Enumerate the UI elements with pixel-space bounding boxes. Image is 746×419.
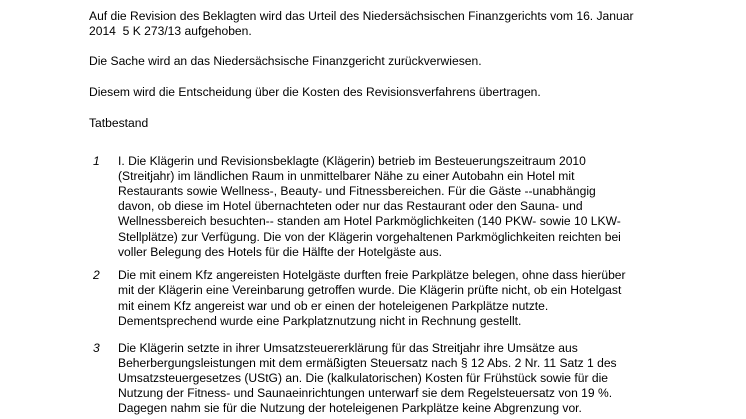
paragraph-line: Die Klägerin setzte in ihrer Umsatzsteuererklärung für das Streitjahr ihre Umsätze aus bbox=[118, 341, 578, 355]
paragraph-line: Nutzung der Fitness- und Saunaeinrichtungen unterwarf sie dem Regelsteuersatz von 19 %. bbox=[118, 386, 613, 400]
section-heading: Tatbestand bbox=[89, 116, 149, 130]
paragraph-line: Restaurants sowie Wellness-, Beauty- und Fitnessbereichen. Für die Gäste --unabhängig bbox=[118, 184, 596, 198]
paragraph-line: (Streitjahr) im ländlichen Raum in unmittelbarer Nähe zu einer Autobahn ein Hotel mit bbox=[118, 169, 575, 183]
paragraph-line: mit einem Kfz angereist war und ob er einen der hoteleigenen Parkplätze nutzte. bbox=[118, 299, 549, 313]
paragraph-number: 2 bbox=[93, 268, 100, 282]
paragraph-line: Wellnessbereich besuchten-- standen am Hotel Parkmöglichkeiten (140 PKW- sowie 10 LKW- bbox=[118, 214, 621, 228]
paragraph-line: Stellplätze) zur Verfügung. Die von der Klägerin vorgehaltenen Parkmöglichkeiten reichten bei bbox=[118, 230, 621, 244]
intro-paragraph-1-line: 2014 5 K 273/13 aufgehoben. bbox=[89, 24, 252, 38]
intro-paragraph-3: Diesem wird die Entscheidung über die Kosten des Revisionsverfahrens übertragen. bbox=[89, 85, 541, 99]
paragraph-line: voller Belegung des Hotels für die Hälfte der Hotelgäste aus. bbox=[118, 245, 443, 259]
paragraph-line: Umsatzsteuergesetzes (UStG) an. Die (kalkulatorischen) Kosten für Frühstück sowie für die bbox=[118, 371, 608, 385]
paragraph-number: 1 bbox=[93, 154, 100, 168]
paragraph-line: Dementsprechend wurde eine Parkplatznutzung nicht in Rechnung gestellt. bbox=[118, 314, 522, 328]
paragraph-number: 3 bbox=[93, 341, 100, 355]
paragraph-line: davon, ob diese im Hotel übernachteten oder nur das Restaurant oder den Sauna- und bbox=[118, 199, 583, 213]
intro-paragraph-2: Die Sache wird an das Niedersächsische Finanzgericht zurückverwiesen. bbox=[89, 54, 482, 68]
paragraph-line: Beherbergungsleistungen mit dem ermäßigten Steuersatz nach § 12 Abs. 2 Nr. 11 Satz 1 des bbox=[118, 356, 617, 370]
paragraph-line: Dagegen nahm sie für die Nutzung der hoteleigenen Parkplätze keine Abgrenzung vor. bbox=[118, 401, 582, 415]
intro-paragraph-1-line: Auf die Revision des Beklagten wird das Urteil des Niedersächsischen Finanzgerichts vom 16. Januar bbox=[89, 9, 634, 23]
paragraph-line: I. Die Klägerin und Revisionsbeklagte (Klägerin) betrieb im Besteuerungszeitraum 2010 bbox=[118, 154, 586, 168]
paragraph-line: mit der Klägerin eine Vereinbarung getroffen wurde. Die Klägerin prüfte nicht, ob ein Hotelgast bbox=[118, 283, 622, 297]
paragraph-line: Die mit einem Kfz angereisten Hotelgäste durften freie Parkplätze belegen, ohne dass hierüber bbox=[118, 268, 626, 282]
